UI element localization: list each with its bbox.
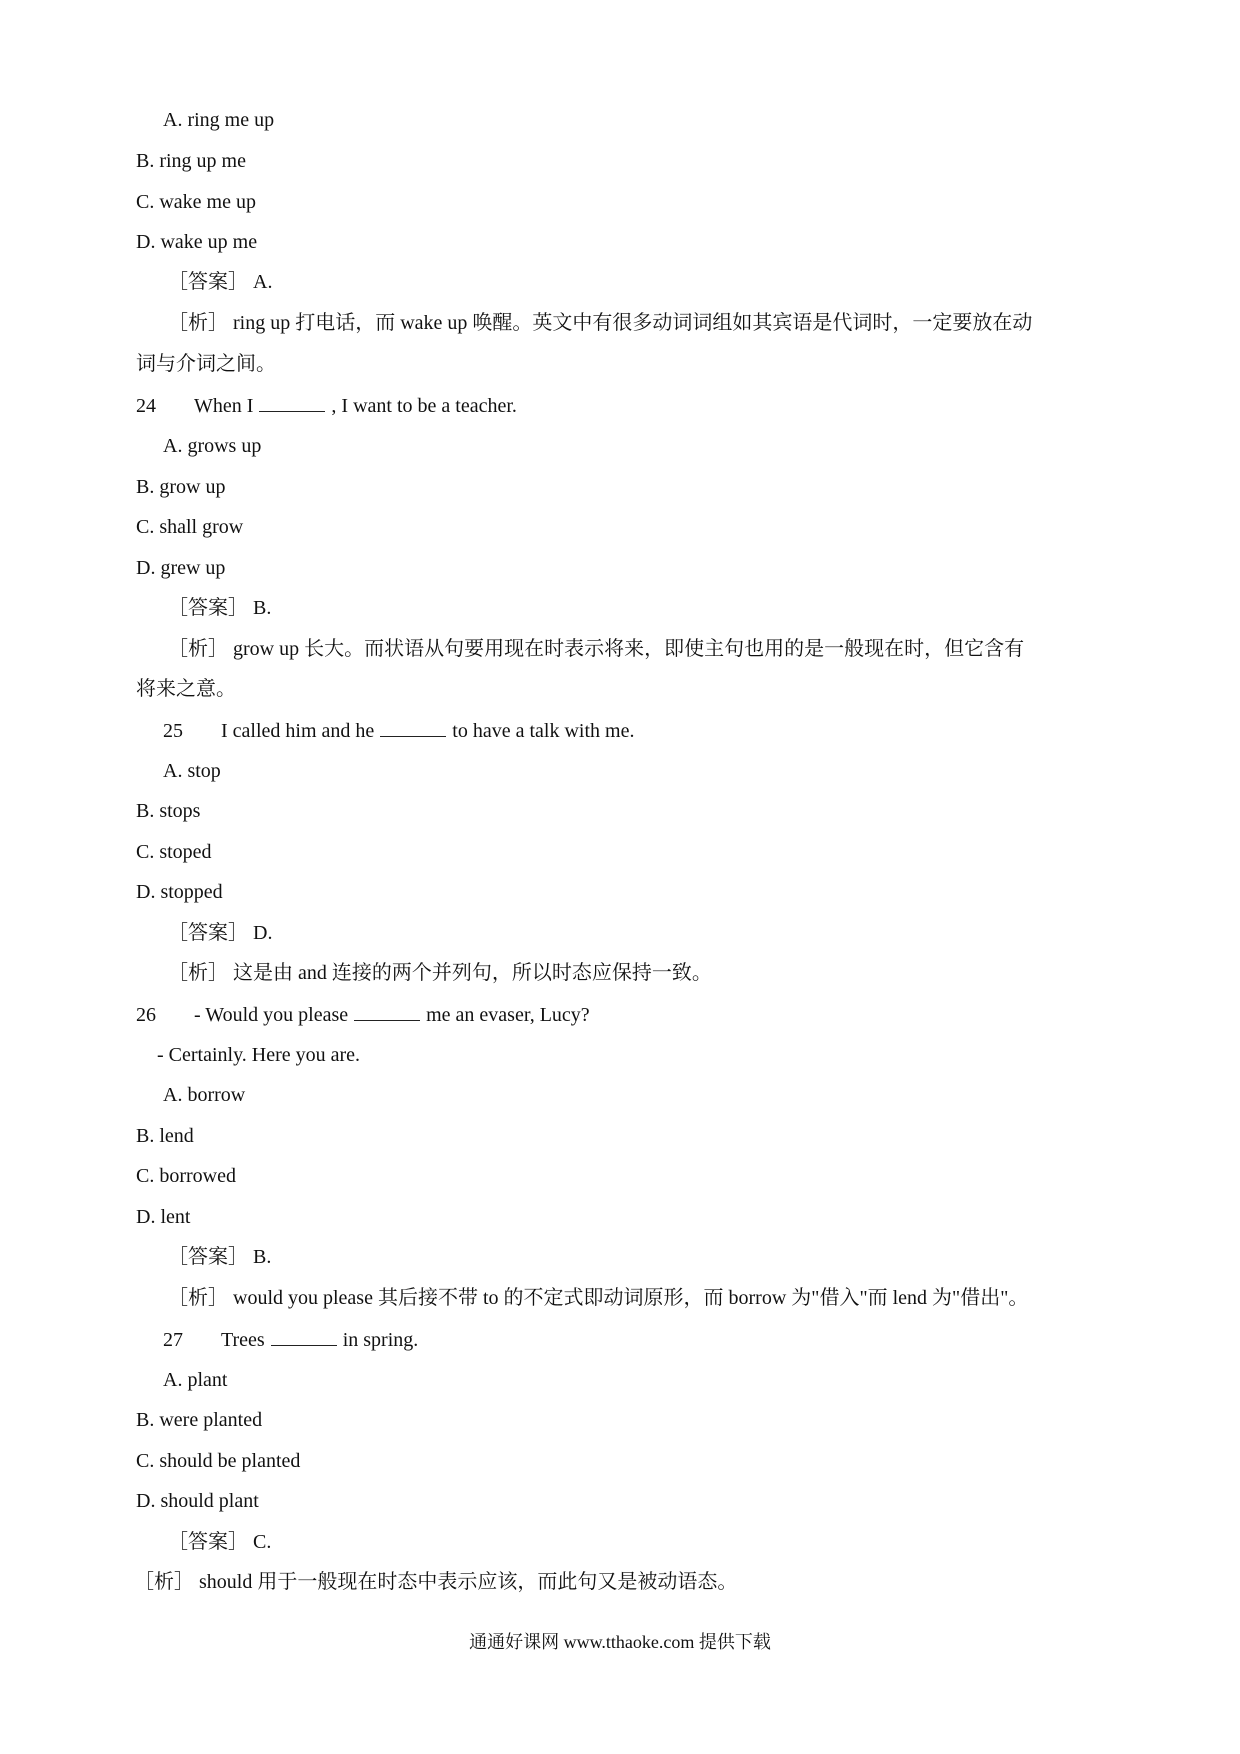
q25-option-d: D. stopped — [136, 881, 223, 903]
q24-number: 24 — [136, 395, 156, 417]
q23-option-b: B. ring up me — [136, 150, 246, 172]
q23-option-c: C. wake me up — [136, 191, 256, 213]
q26-option-a: A. borrow — [163, 1084, 246, 1106]
q26-stem-after: me an evaser, Lucy? — [426, 1004, 590, 1026]
q24-stem — [136, 393, 517, 418]
q26-answer: ［答案］ B. — [168, 1246, 272, 1268]
q25-stem-before: I called him and he — [221, 720, 375, 742]
q25-option-b: B. stops — [136, 800, 201, 822]
q25-answer: ［答案］ D. — [168, 922, 273, 944]
q24-answer: ［答案］ B. — [168, 597, 272, 619]
q25-option-c: C. stoped — [136, 841, 212, 863]
q24-stem-before: When I — [194, 395, 254, 417]
q24-stem-after: , I want to be a teacher. — [331, 395, 517, 417]
q25-number: 25 — [163, 720, 183, 742]
q25-stem-after: to have a talk with me. — [452, 720, 635, 742]
q27-stem — [163, 1327, 418, 1352]
q27-number: 27 — [163, 1329, 183, 1351]
q26-stem — [136, 1002, 590, 1027]
q23-analysis-line2: 词与介词之间。 — [136, 353, 276, 375]
q27-stem-after: in spring. — [342, 1329, 419, 1351]
q24-analysis-line2: 将来之意。 — [136, 678, 236, 700]
q24-option-b: B. grow up — [136, 476, 226, 498]
q25-option-a: A. stop — [163, 760, 221, 782]
q27-blank — [271, 1327, 337, 1346]
q24-blank — [259, 393, 325, 412]
q26-option-b: B. lend — [136, 1125, 194, 1147]
q25-analysis-line1: ［析］ 这是由 and 连接的两个并列句，所以时态应保持一致。 — [168, 962, 712, 984]
q27-option-d: D. should plant — [136, 1490, 259, 1512]
q27-option-a: A. plant — [163, 1369, 228, 1391]
q24-option-d: D. grew up — [136, 557, 226, 579]
q25-blank — [380, 718, 446, 737]
q26-option-d: D. lent — [136, 1206, 191, 1228]
q27-analysis-line1: ［析］ should 用于一般现在时态中表示应该，而此句又是被动语态。 — [134, 1571, 738, 1593]
q26-blank — [354, 1002, 420, 1021]
q24-option-c: C. shall grow — [136, 516, 244, 538]
q23-option-d: D. wake up me — [136, 231, 258, 253]
page-footer: 通通好课网 www.tthaoke.com 提供下载 — [469, 1632, 771, 1652]
q24-option-a: A. grows up — [163, 435, 262, 457]
q26-option-c: C. borrowed — [136, 1165, 236, 1187]
q26-number: 26 — [136, 1004, 156, 1026]
q24-analysis-line1: ［析］ grow up 长大。而状语从句要用现在时表示将来，即使主句也用的是一般现在时，但它含有 — [168, 638, 1025, 660]
q25-stem — [163, 718, 634, 743]
q23-answer: ［答案］ A. — [168, 271, 273, 293]
q23-analysis-line1: ［析］ ring up 打电话，而 wake up 唤醒。英文中有很多动词词组如其宾语是代词时，一定要放在动 — [168, 312, 1033, 334]
q26-stem-before: - Would you please — [194, 1004, 349, 1026]
q27-option-c: C. should be planted — [136, 1450, 301, 1472]
q23-option-a: A. ring me up — [163, 109, 275, 131]
q26-reply: - Certainly. Here you are. — [157, 1044, 361, 1066]
q26-analysis-line1: ［析］ would you please 其后接不带 to 的不定式即动词原形，而 borrow 为"借入"而 lend 为"借出"。 — [168, 1287, 1029, 1309]
q27-answer: ［答案］ C. — [168, 1531, 272, 1553]
q27-stem-before: Trees — [221, 1329, 265, 1351]
q27-option-b: B. were planted — [136, 1409, 263, 1431]
